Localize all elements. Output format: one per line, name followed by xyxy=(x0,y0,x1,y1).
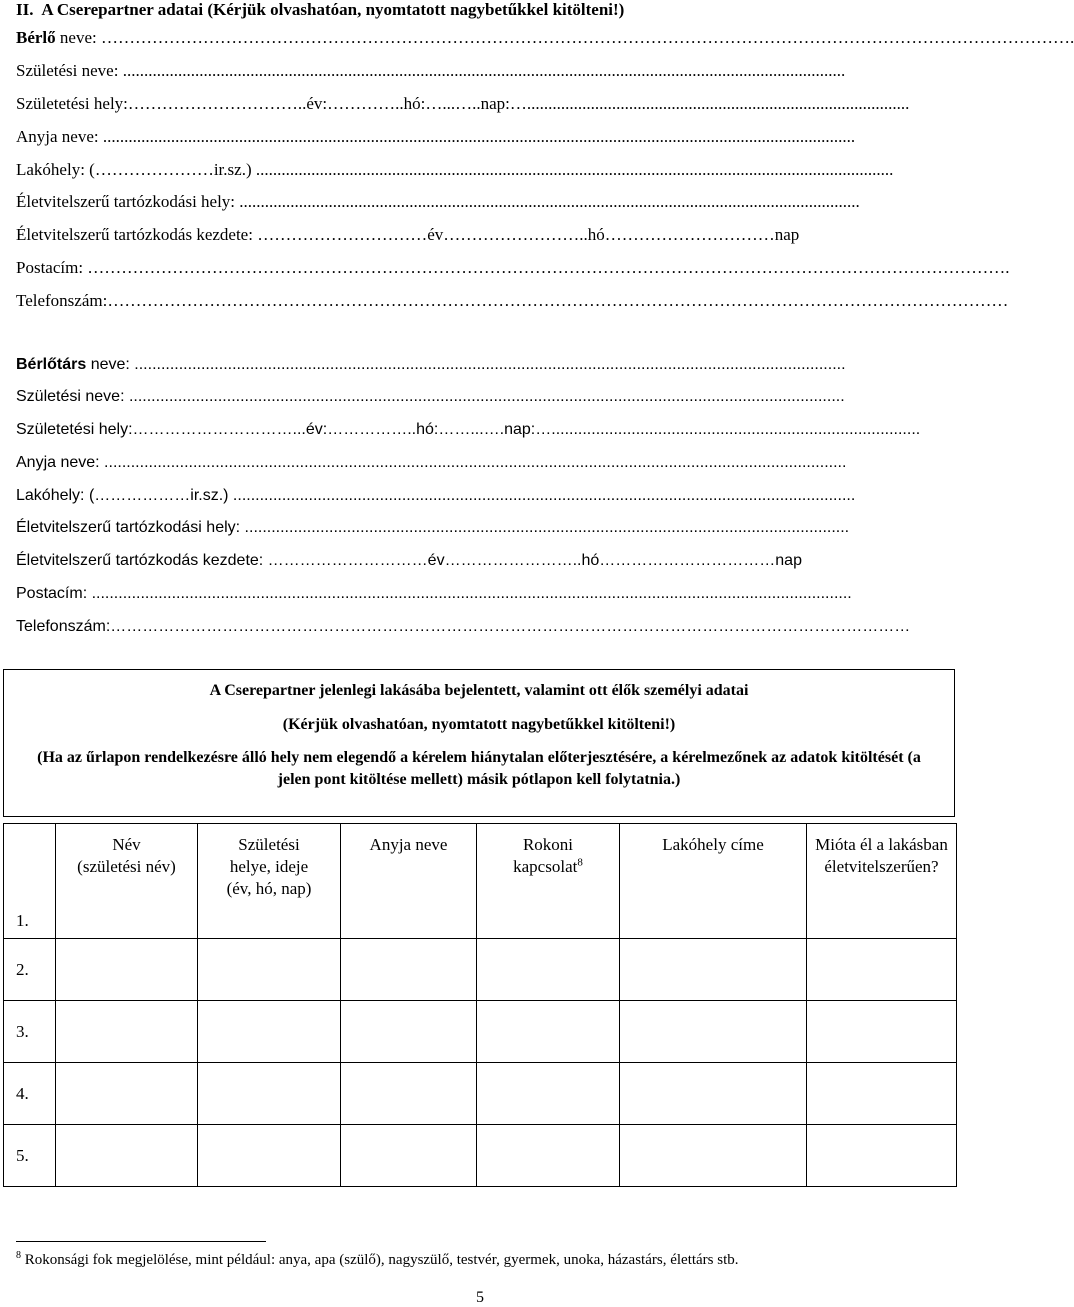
residents-info-instruction: (Kérjük olvashatóan, nyomtatott nagybetűkkel kitölteni!) xyxy=(282,716,676,733)
tenant-phone-field[interactable]: Telefonszám:…………………………………………………………………………………………………………………………………………… xyxy=(16,291,1009,310)
cotenant-birth-name-field[interactable]: Születési neve: ................................................................................................................................................................. xyxy=(16,388,845,405)
table-cell[interactable] xyxy=(807,939,957,1001)
tenant-name-field[interactable]: Bérlő neve: ………………………………………………………………………………………………………………………………………………………. xyxy=(16,28,1074,47)
table-row xyxy=(4,1001,957,1063)
section-number: II. xyxy=(16,0,34,19)
table-cell[interactable] xyxy=(198,1125,341,1187)
table-cell[interactable] xyxy=(56,1125,198,1187)
footnote-mark: 8 xyxy=(16,1250,21,1261)
section-heading xyxy=(16,0,624,22)
table-cell[interactable] xyxy=(56,1001,198,1063)
column-header-name xyxy=(56,824,198,939)
table-cell[interactable] xyxy=(620,1063,807,1125)
row-label: 3. xyxy=(4,1001,56,1063)
table-row xyxy=(4,939,957,1001)
cotenant-residence-start-field[interactable]: Életvitelszerű tartózkodás kezdete: …………………………év……………………..hó……………………………nap xyxy=(16,552,802,569)
table-cell[interactable] xyxy=(198,939,341,1001)
column-header-mother-label: Anyja neve xyxy=(369,835,448,854)
tenant-residence-field[interactable]: Lakóhely: (…………………ir.sz.) ...................................................................................................................................................... xyxy=(16,160,894,179)
table-cell[interactable] xyxy=(198,1001,341,1063)
row-label: 5. xyxy=(4,1125,56,1187)
column-header-name-line2: (születési név) xyxy=(77,857,176,876)
column-header-birth-line3: (év, hó, nap) xyxy=(226,879,312,898)
column-header-relationship-line1: Rokoni xyxy=(522,835,574,854)
column-header-name-line1: Név xyxy=(112,835,141,854)
column-header-birth-line2: helye, ideje xyxy=(229,857,309,876)
column-header-address xyxy=(620,824,807,939)
table-cell[interactable] xyxy=(341,1063,477,1125)
tenant-postal-address-field[interactable]: Postacím: ………………………………………………………………………………………………………………………………………………. xyxy=(16,258,1010,277)
table-cell[interactable] xyxy=(477,1001,620,1063)
table-cell[interactable] xyxy=(620,1001,807,1063)
footnote-text: Rokonsági fok megjelölése, mint például: anya, apa (szülő), nagyszülő, testvér, gyermek, unoka, házastárs, élettárs stb. xyxy=(21,1252,739,1268)
column-header-since-line2: életvitelszerűen? xyxy=(824,857,939,876)
cotenant-postal-address-field[interactable]: Postacím: ........................................................................................................................................................................... xyxy=(16,585,852,602)
column-header-relationship xyxy=(477,824,620,939)
tenant-mother-name-field[interactable]: Anyja neve: ................................................................................................................................................................................. xyxy=(16,127,856,146)
residents-info-note: (Ha az űrlapon rendelkezésre álló hely nem elegendő a kérelem hiánytalan előterjesztésére, a kérelmezőnek az adatok kitöltését (a jelen pont kitöltése mellett) másik pótlapon kell folytatnia.) xyxy=(37,749,921,788)
table-cell[interactable] xyxy=(341,1125,477,1187)
column-header-birth-line1: Születési xyxy=(238,835,300,854)
column-header-birth xyxy=(198,824,341,939)
column-header-address-label: Lakóhely címe xyxy=(662,835,764,854)
row-label: 2. xyxy=(4,939,56,1001)
residents-info-title: A Cserepartner jelenlegi lakásába bejelentett, valamint ott élők személyi adatai xyxy=(209,682,749,699)
table-cell[interactable] xyxy=(56,939,198,1001)
page-number: 5 xyxy=(476,1289,484,1306)
residents-table xyxy=(3,823,957,1187)
footnote-divider xyxy=(16,1241,266,1242)
table-header-row xyxy=(4,824,957,939)
footnote-ref: 8 xyxy=(577,856,583,869)
table-cell[interactable] xyxy=(807,1125,957,1187)
table-cell[interactable] xyxy=(56,1063,198,1125)
cotenant-name-field[interactable]: Bérlőtárs neve: ................................................................................................................................................................ xyxy=(16,356,846,373)
table-cell[interactable] xyxy=(477,939,620,1001)
tenant-habitual-residence-field[interactable]: Életvitelszerű tartózkodási hely: .................................................................................................................................................. xyxy=(16,192,860,211)
cotenant-habitual-residence-field[interactable]: Életvitelszerű tartózkodási hely: ........................................................................................................................................ xyxy=(16,519,850,536)
cotenant-birth-place-date-field[interactable]: Születetési hely:…………………………...év:……………..hó:……...….nap:…................................................................................... xyxy=(16,421,921,438)
cotenant-phone-field[interactable]: Telefonszám:…………………………………………………………………………………………………………………………………… xyxy=(16,618,911,635)
table-cell[interactable] xyxy=(477,1125,620,1187)
table-cell[interactable] xyxy=(198,1063,341,1125)
column-header-since xyxy=(807,824,957,939)
table-cell[interactable] xyxy=(341,939,477,1001)
table-cell[interactable] xyxy=(620,939,807,1001)
column-header-relationship-line2: kapcsolat xyxy=(513,857,578,876)
row-label: 1. xyxy=(4,824,56,939)
residents-info-box xyxy=(3,669,955,817)
section-title: A Cserepartner adatai (Kérjük olvashatóan, nyomtatott nagybetűkkel kitölteni!) xyxy=(41,0,625,19)
table-cell[interactable] xyxy=(620,1125,807,1187)
cotenant-residence-field[interactable]: Lakóhely: (………………ir.sz.) ............................................................................................................................................ xyxy=(16,487,856,504)
row-label: 4. xyxy=(4,1063,56,1125)
table-cell[interactable] xyxy=(807,1001,957,1063)
table-cell[interactable] xyxy=(477,1063,620,1125)
table-row xyxy=(4,1063,957,1125)
table-cell[interactable] xyxy=(341,1001,477,1063)
tenant-residence-start-field[interactable]: Életvitelszerű tartózkodás kezdete: …………………………év……………………..hó…………………………nap xyxy=(16,225,800,244)
tenant-birth-name-field[interactable]: Születési neve: .......................................................................................................................................................................... xyxy=(16,61,846,80)
table-cell[interactable] xyxy=(807,1063,957,1125)
footnote xyxy=(16,1250,739,1270)
column-header-mother xyxy=(341,824,477,939)
table-row xyxy=(4,1125,957,1187)
tenant-birth-place-date-field[interactable]: Születetési hely:…………………………..év:…………..hó:…...…..nap:….......................................................................................... xyxy=(16,94,910,113)
cotenant-mother-name-field[interactable]: Anyja neve: ....................................................................................................................................................................... xyxy=(16,454,847,471)
column-header-since-line1: Mióta él a lakásban xyxy=(815,835,948,854)
